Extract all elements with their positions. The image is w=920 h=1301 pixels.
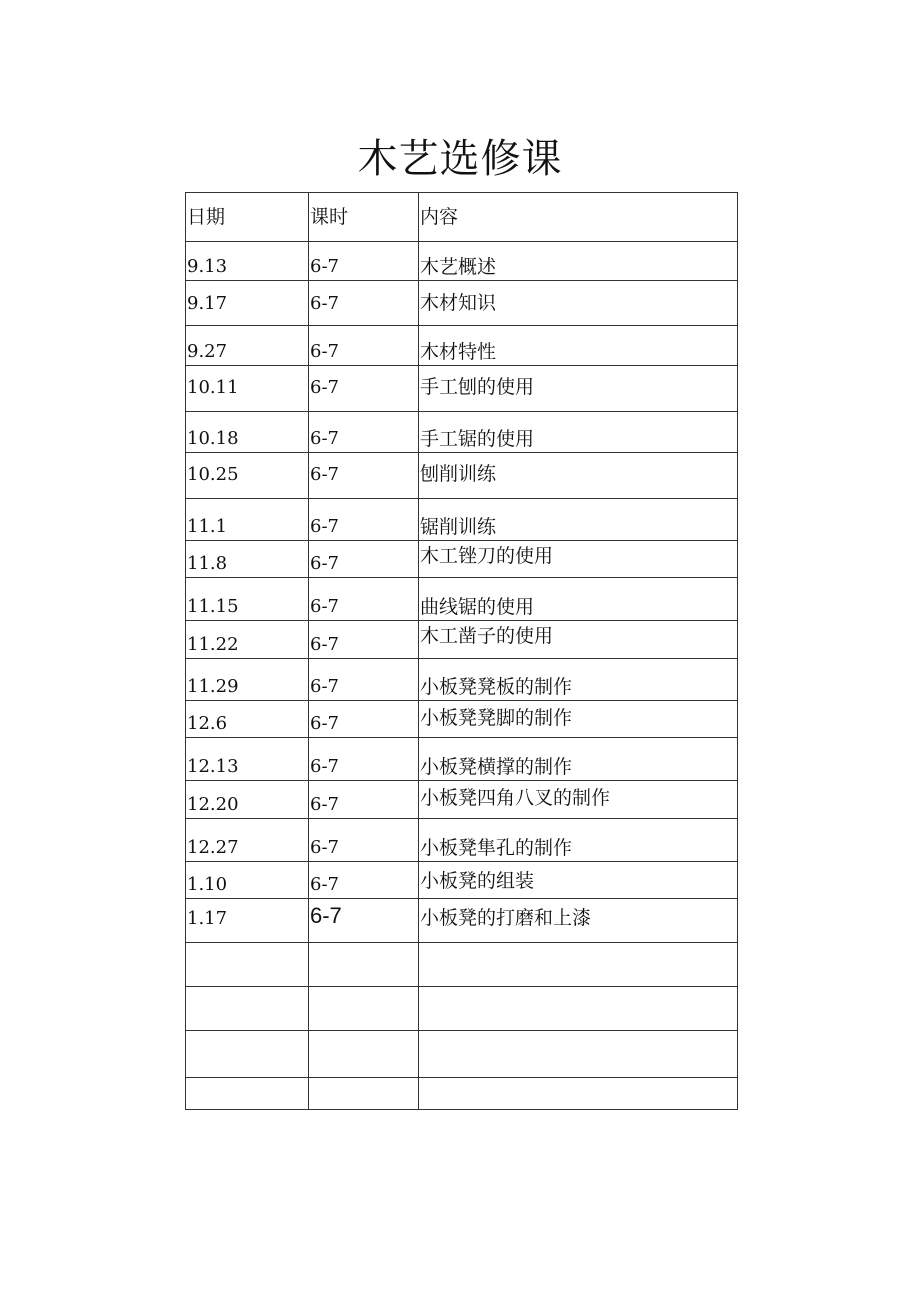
- row-date: 9.13: [186, 242, 309, 281]
- empty-cell: [419, 987, 738, 1031]
- row-date: 12.20: [186, 781, 309, 819]
- empty-row: [186, 1078, 738, 1110]
- row-date: 11.1: [186, 499, 309, 541]
- row-hours: 6-7: [309, 453, 419, 499]
- row-date: 11.8: [186, 541, 309, 578]
- row-hours: 6-7: [309, 701, 419, 738]
- header-content: 内容: [419, 193, 738, 242]
- table-row: [186, 242, 738, 281]
- row-date: 1.17: [186, 899, 309, 943]
- table-row: [186, 781, 738, 819]
- row-date: 10.25: [186, 453, 309, 499]
- row-hours: 6-7: [309, 621, 419, 659]
- row-content: 木工凿子的使用: [419, 621, 738, 659]
- row-content: 木材特性: [419, 326, 738, 366]
- empty-cell: [419, 943, 738, 987]
- row-content: 手工锯的使用: [419, 412, 738, 453]
- row-hours: 6-7: [309, 242, 419, 281]
- schedule-table: [185, 192, 738, 1110]
- empty-cell: [186, 1078, 309, 1110]
- empty-cell: [419, 1031, 738, 1078]
- header-hours: 课时: [309, 193, 419, 242]
- empty-row: [186, 943, 738, 987]
- row-content: 木艺概述: [419, 242, 738, 281]
- row-content: 小板凳的组装: [419, 862, 738, 899]
- row-content: 刨削训练: [419, 453, 738, 499]
- row-hours: 6-7: [309, 738, 419, 781]
- table-row: [186, 862, 738, 899]
- row-date: 11.29: [186, 659, 309, 701]
- row-content: 小板凳凳板的制作: [419, 659, 738, 701]
- table-row: [186, 541, 738, 578]
- row-hours: 6-7: [309, 899, 419, 943]
- row-hours: 6-7: [309, 499, 419, 541]
- empty-row: [186, 1031, 738, 1078]
- empty-cell: [309, 943, 419, 987]
- table-row: [186, 366, 738, 412]
- page-title: 木艺选修课: [357, 136, 563, 182]
- table-row: [186, 738, 738, 781]
- row-date: 10.11: [186, 366, 309, 412]
- table-row: [186, 281, 738, 326]
- row-content: 手工刨的使用: [419, 366, 738, 412]
- empty-row: [186, 987, 738, 1031]
- table-row: [186, 412, 738, 453]
- empty-cell: [186, 943, 309, 987]
- row-date: 11.22: [186, 621, 309, 659]
- table-row: [186, 819, 738, 862]
- row-date: 9.17: [186, 281, 309, 326]
- empty-cell: [419, 1078, 738, 1110]
- row-content: 木材知识: [419, 281, 738, 326]
- row-content: 小板凳隼孔的制作: [419, 819, 738, 862]
- row-date: 12.13: [186, 738, 309, 781]
- table-header-row: [186, 193, 738, 242]
- table-row: [186, 899, 738, 943]
- row-hours: 6-7: [309, 541, 419, 578]
- row-hours: 6-7: [309, 862, 419, 899]
- table-row: [186, 578, 738, 621]
- row-hours: 6-7: [309, 781, 419, 819]
- row-date: 12.27: [186, 819, 309, 862]
- row-hours: 6-7: [309, 366, 419, 412]
- row-hours: 6-7: [309, 819, 419, 862]
- row-date: 9.27: [186, 326, 309, 366]
- empty-cell: [309, 1031, 419, 1078]
- row-content: 曲线锯的使用: [419, 578, 738, 621]
- row-content: 小板凳横撑的制作: [419, 738, 738, 781]
- row-hours: 6-7: [309, 412, 419, 453]
- row-date: 1.10: [186, 862, 309, 899]
- row-date: 11.15: [186, 578, 309, 621]
- table-row: [186, 326, 738, 366]
- table-row: [186, 659, 738, 701]
- row-hours: 6-7: [309, 326, 419, 366]
- row-content: 小板凳四角八叉的制作: [419, 781, 738, 819]
- row-content: 小板凳凳脚的制作: [419, 701, 738, 738]
- table-row: [186, 499, 738, 541]
- row-date: 10.18: [186, 412, 309, 453]
- row-hours: 6-7: [309, 281, 419, 326]
- header-date: 日期: [186, 193, 309, 242]
- row-hours: 6-7: [309, 578, 419, 621]
- table-row: [186, 701, 738, 738]
- empty-cell: [186, 987, 309, 1031]
- table-row: [186, 621, 738, 659]
- row-content: 小板凳的打磨和上漆: [419, 899, 738, 943]
- row-content: 木工锉刀的使用: [419, 541, 738, 578]
- row-content: 锯削训练: [419, 499, 738, 541]
- table-row: [186, 453, 738, 499]
- empty-cell: [186, 1031, 309, 1078]
- row-hours: 6-7: [309, 659, 419, 701]
- row-date: 12.6: [186, 701, 309, 738]
- empty-cell: [309, 1078, 419, 1110]
- empty-cell: [309, 987, 419, 1031]
